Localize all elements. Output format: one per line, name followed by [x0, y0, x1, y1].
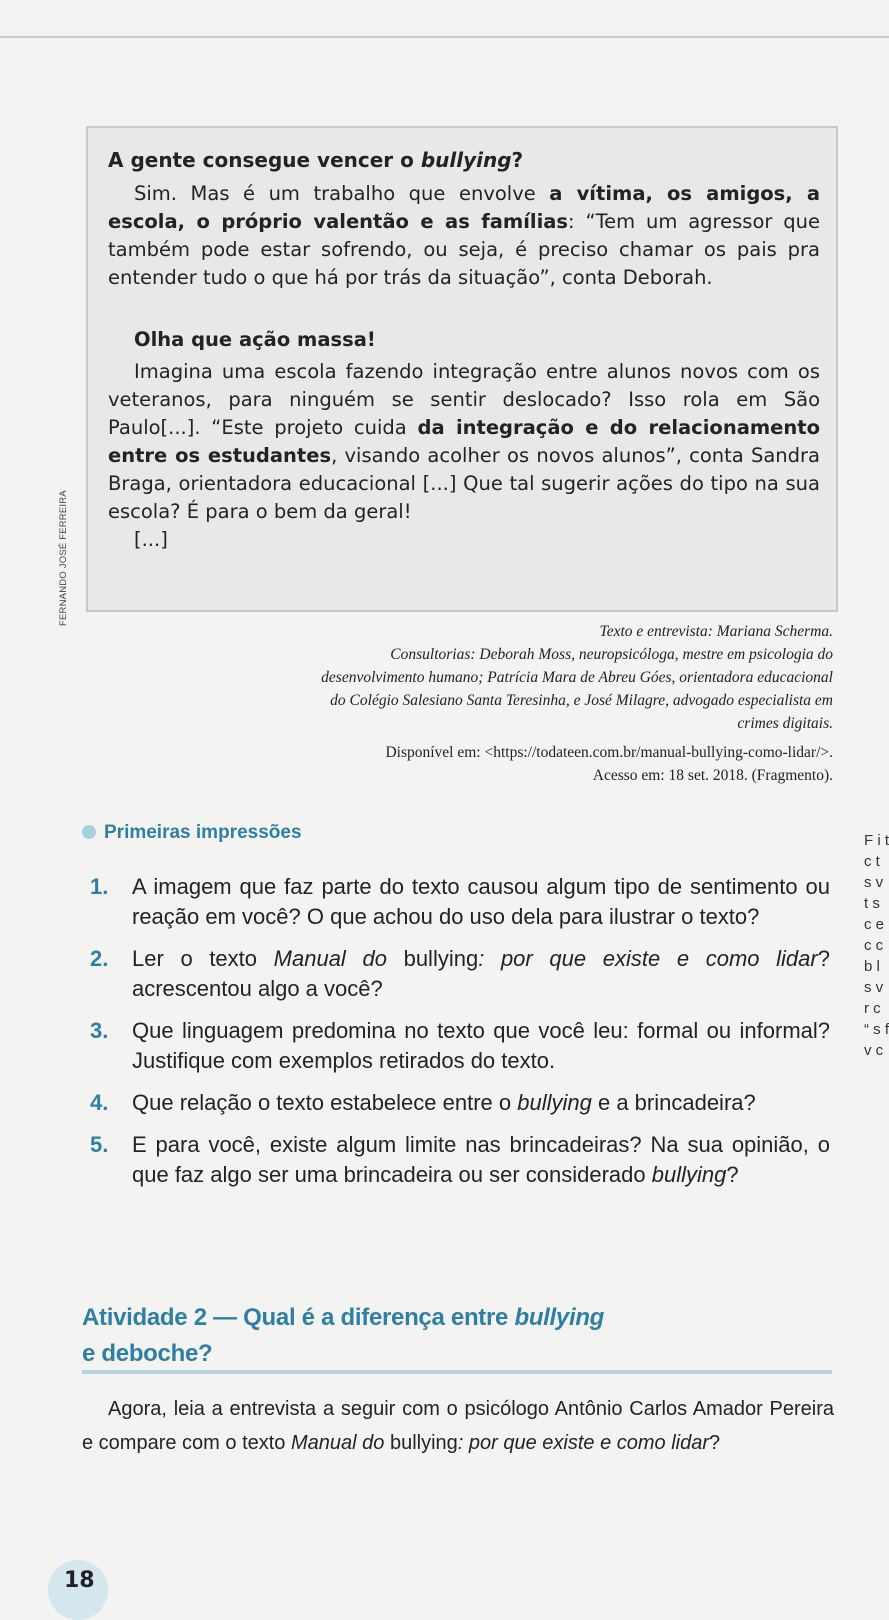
list-item: 5. E para você, existe algum limite nas brincadeiras? Na sua opinião, o que faz algo ser uma brincadeira ou ser considerado bullying?: [90, 1132, 830, 1187]
page-number: 18: [48, 1560, 108, 1620]
section-title: Primeiras impressões: [82, 822, 302, 844]
box-question: A gente consegue vencer o bullying?: [108, 148, 524, 172]
source-citation: Texto e entrevista: Mariana Scherma. Consultorias: Deborah Moss, neuropsicóloga, mestre em psicologia do desenvolvimento humano; Patrícia Mara de Abreu Góes, orientadora educacional do Colégio Salesiano Santa Teresinha, e José Milagre, advogado especialista em crimes digitais. Disponível em: <https://todateen.com.br/manual-bullying-como-lidar/>. Acesso em: 18 set. 2018. (Fragmento).: [321, 623, 833, 784]
questions-list: [90, 872, 830, 1202]
next-page-edge-text: F i t c t s v t s c e c c b l s v r c “ s f v c: [864, 832, 889, 1059]
intro-paragraph: Agora, leia a entrevista a seguir com o psicólogo Antônio Carlos Amador Pereira e compare com o texto Manual do bullying: por que existe e como lidar?: [82, 1398, 834, 1454]
list-item: 3. Que linguagem predomina no texto que você leu: formal ou informal? Justifique com exemplos retirados do texto.: [90, 1018, 830, 1073]
box-paragraph-2: Imagina uma escola fazendo integração entre alunos novos com os veteranos, para ninguém se sentir deslocado? Isso rola em São Paulo[...]. “Este projeto cuida da integração e do relacionamento entre os estudantes, visando acolher os novos alunos”, conta Sandra Braga, orientadora educacional [...] Que tal sugerir ações do tipo na sua escola? É para o bem da geral!: [108, 360, 821, 523]
list-item: 1. A imagem que faz parte do texto causou algum tipo de sentimento ou reação em você? O que achou do uso dela para ilustrar o texto?: [90, 874, 830, 929]
activity-underline: [82, 1370, 832, 1374]
top-rule: [0, 36, 889, 38]
box-paragraph-1: Sim. Mas é um trabalho que envolve a vítima, os amigos, a escola, o próprio valentão e as famílias: “Tem um agressor que também pode estar sofrendo, ou seja, é preciso chamar os pais pra entender tudo o que há por trás da situação”, conta Deborah.: [108, 182, 820, 289]
box-heading-2: Olha que ação massa!: [134, 328, 376, 351]
interview-box: [86, 126, 838, 612]
bullet-dot-icon: [82, 825, 96, 839]
list-item: 4. Que relação o texto estabelece entre o bullying e a brincadeira?: [90, 1090, 756, 1115]
activity-title: Atividade 2 — Qual é a diferença entre bullying e deboche?: [82, 1304, 605, 1367]
list-item: 2. Ler o texto Manual do bullying: por que existe e como lidar? acrescentou algo a você?: [90, 946, 830, 1001]
box-ellipsis: [...]: [134, 528, 168, 551]
